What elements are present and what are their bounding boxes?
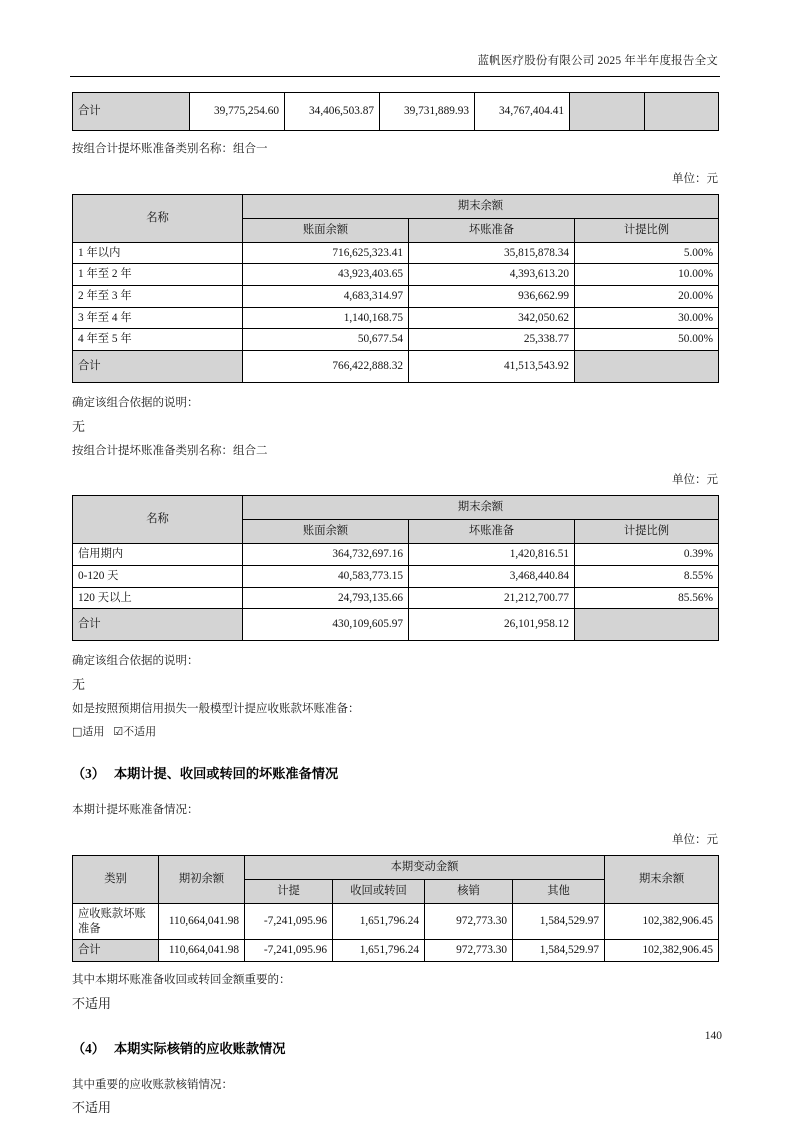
applicability-checkbox-row	[72, 723, 718, 739]
provision-subcol-other: 其他	[513, 880, 605, 904]
section-3-title: 本期计提、收回或转回的坏账准备情况	[113, 766, 339, 782]
provision-row-0-opening: 110,664,041.98	[159, 904, 245, 940]
group-one-row-3-book: 1,140,168.75	[243, 307, 409, 329]
general-model-label: 如是按照预期信用损失一般模型计提应收账款坏账准备：	[72, 702, 360, 715]
table-total-row	[73, 351, 719, 383]
group-one-row-2-ratio: 20.00%	[575, 286, 719, 308]
table-header-row	[73, 194, 719, 218]
group-two-row-0-baddebt: 1,420,816.51	[409, 544, 575, 566]
group-one-subcol-baddebt: 坏账准备	[409, 218, 575, 242]
group-one-row-2-name: 2 年至 3 年	[73, 286, 243, 308]
carryover-value-1: 39,775,254.60	[190, 93, 285, 131]
group-two-subcol-ratio: 计提比例	[575, 520, 719, 544]
group-two-intro: 按组合计提坏账准备类别名称：组合二	[72, 444, 268, 457]
provision-total-other: 1,584,529.97	[513, 940, 605, 962]
provision-col-closing: 期末余额	[605, 856, 719, 904]
page-number: 140	[704, 1030, 722, 1042]
group-one-row-2-book: 4,683,314.97	[243, 286, 409, 308]
section-3-note-value: 不适用	[72, 995, 112, 1011]
group-two-col-name: 名称	[73, 496, 243, 544]
group-one-basis-value: 无	[72, 418, 86, 434]
group-one-total-baddebt: 41,513,543.92	[409, 351, 575, 383]
carryover-row-label: 合计	[73, 93, 190, 131]
provision-change-table	[72, 855, 719, 962]
provision-total-closing: 102,382,906.45	[605, 940, 719, 962]
provision-total-writtenoff: 972,773.30	[425, 940, 513, 962]
section-4-heading	[72, 1038, 718, 1057]
provision-row-0-closing: 102,382,906.45	[605, 904, 719, 940]
carryover-total-table	[72, 92, 719, 131]
table-total-row	[73, 940, 719, 962]
provision-subcol-recovered: 收回或转回	[333, 880, 425, 904]
provision-col-opening: 期初余额	[159, 856, 245, 904]
carryover-empty-cell-2	[645, 93, 719, 131]
table-row	[73, 286, 719, 308]
provision-total-category: 合计	[73, 940, 159, 962]
group-two-unit-label: 单位：元	[672, 474, 718, 487]
group-two-col-group: 期末余额	[243, 496, 719, 520]
provision-total-recovered: 1,651,796.24	[333, 940, 425, 962]
group-two-row-2-baddebt: 21,212,700.77	[409, 587, 575, 609]
group-two-row-1-book: 40,583,773.15	[243, 565, 409, 587]
checkbox-not-applicable[interactable]: ☑不适用	[113, 725, 157, 739]
group-one-row-4-book: 50,677.54	[243, 329, 409, 351]
group-two-row-2-name: 120 天以上	[73, 587, 243, 609]
group-one-table	[72, 194, 719, 383]
section-3-number: （3）	[72, 766, 105, 782]
group-one-row-1-ratio: 10.00%	[575, 264, 719, 286]
group-one-unit-label: 单位：元	[672, 172, 718, 185]
group-one-total-name: 合计	[73, 351, 243, 383]
page-content	[72, 92, 718, 1118]
section-4-note-value: 不适用	[72, 1100, 112, 1116]
group-two-row-0-ratio: 0.39%	[575, 544, 719, 566]
group-two-total-book: 430,109,605.97	[243, 609, 409, 641]
section-4-note-label: 其中重要的应收账款核销情况：	[72, 1078, 233, 1091]
provision-row-0-provision: -7,241,095.96	[245, 904, 333, 940]
group-one-col-group: 期末余额	[243, 194, 719, 218]
group-one-basis-label: 确定该组合依据的说明：	[72, 397, 199, 410]
group-two-row-2-ratio: 85.56%	[575, 587, 719, 609]
group-one-row-4-baddebt: 25,338.77	[409, 329, 575, 351]
provision-row-0-other: 1,584,529.97	[513, 904, 605, 940]
group-one-row-3-name: 3 年至 4 年	[73, 307, 243, 329]
group-two-row-1-name: 0-120 天	[73, 565, 243, 587]
provision-total-opening: 110,664,041.98	[159, 940, 245, 962]
table-row	[73, 544, 719, 566]
group-one-subcol-ratio: 计提比例	[575, 218, 719, 242]
group-one-total-ratio	[575, 351, 719, 383]
provision-total-provision: -7,241,095.96	[245, 940, 333, 962]
group-one-row-1-name: 1 年至 2 年	[73, 264, 243, 286]
group-one-row-0-ratio: 5.00%	[575, 242, 719, 264]
provision-col-category: 类别	[73, 856, 159, 904]
group-two-total-baddebt: 26,101,958.12	[409, 609, 575, 641]
group-two-subcol-book: 账面余额	[243, 520, 409, 544]
section-3-note-label: 其中本期坏账准备收回或转回金额重要的：	[72, 974, 291, 987]
table-row	[73, 307, 719, 329]
group-two-row-1-baddebt: 3,468,440.84	[409, 565, 575, 587]
section-4-number: （4）	[72, 1040, 105, 1056]
table-row	[73, 264, 719, 286]
header-divider	[70, 76, 720, 77]
carryover-value-3: 39,731,889.93	[380, 93, 475, 131]
table-row	[73, 587, 719, 609]
table-row	[73, 329, 719, 351]
group-one-row-4-name: 4 年至 5 年	[73, 329, 243, 351]
checkbox-applicable[interactable]: □适用	[72, 725, 105, 739]
provision-subcol-writtenoff: 核销	[425, 880, 513, 904]
section-4-title: 本期实际核销的应收账款情况	[113, 1040, 286, 1056]
section-3-unit-label: 单位：元	[672, 834, 718, 847]
group-one-row-0-book: 716,625,323.41	[243, 242, 409, 264]
group-one-row-4-ratio: 50.00%	[575, 329, 719, 351]
provision-row-0-recovered: 1,651,796.24	[333, 904, 425, 940]
table-header-row	[73, 496, 719, 520]
group-two-subcol-baddebt: 坏账准备	[409, 520, 575, 544]
group-two-row-1-ratio: 8.55%	[575, 565, 719, 587]
group-two-basis-label: 确定该组合依据的说明：	[72, 655, 199, 668]
group-one-row-1-baddebt: 4,393,613.20	[409, 264, 575, 286]
table-row	[73, 242, 719, 264]
section-3-intro: 本期计提坏账准备情况：	[72, 804, 199, 817]
section-3-heading	[72, 763, 718, 782]
group-two-row-0-book: 364,732,697.16	[243, 544, 409, 566]
group-one-row-1-book: 43,923,403.65	[243, 264, 409, 286]
table-header-row	[73, 856, 719, 880]
provision-subcol-provision: 计提	[245, 880, 333, 904]
group-one-col-name: 名称	[73, 194, 243, 242]
group-one-row-3-ratio: 30.00%	[575, 307, 719, 329]
provision-row-0-category: 应收账款坏账准备	[73, 904, 159, 940]
group-two-total-ratio	[575, 609, 719, 641]
table-row	[73, 904, 719, 940]
group-one-row-2-baddebt: 936,662.99	[409, 286, 575, 308]
page-header-title: 蓝帆医疗股份有限公司 2025 年半年度报告全文	[477, 55, 718, 67]
group-one-row-3-baddebt: 342,050.62	[409, 307, 575, 329]
group-one-row-0-name: 1 年以内	[73, 242, 243, 264]
carryover-empty-cell-1	[570, 93, 645, 131]
group-two-row-2-book: 24,793,135.66	[243, 587, 409, 609]
carryover-value-2: 34,406,503.87	[285, 93, 380, 131]
group-one-row-0-baddebt: 35,815,878.34	[409, 242, 575, 264]
table-row	[73, 565, 719, 587]
group-two-basis-value: 无	[72, 676, 86, 692]
table-total-row	[73, 609, 719, 641]
group-one-intro: 按组合计提坏账准备类别名称：组合一	[72, 143, 268, 155]
group-one-total-book: 766,422,888.32	[243, 351, 409, 383]
table-row	[73, 93, 719, 131]
provision-col-change-group: 本期变动金额	[245, 856, 605, 880]
group-two-row-0-name: 信用期内	[73, 544, 243, 566]
group-two-total-name: 合计	[73, 609, 243, 641]
carryover-value-4: 34,767,404.41	[475, 93, 570, 131]
provision-row-0-writtenoff: 972,773.30	[425, 904, 513, 940]
group-one-subcol-book: 账面余额	[243, 218, 409, 242]
group-two-table	[72, 495, 719, 641]
